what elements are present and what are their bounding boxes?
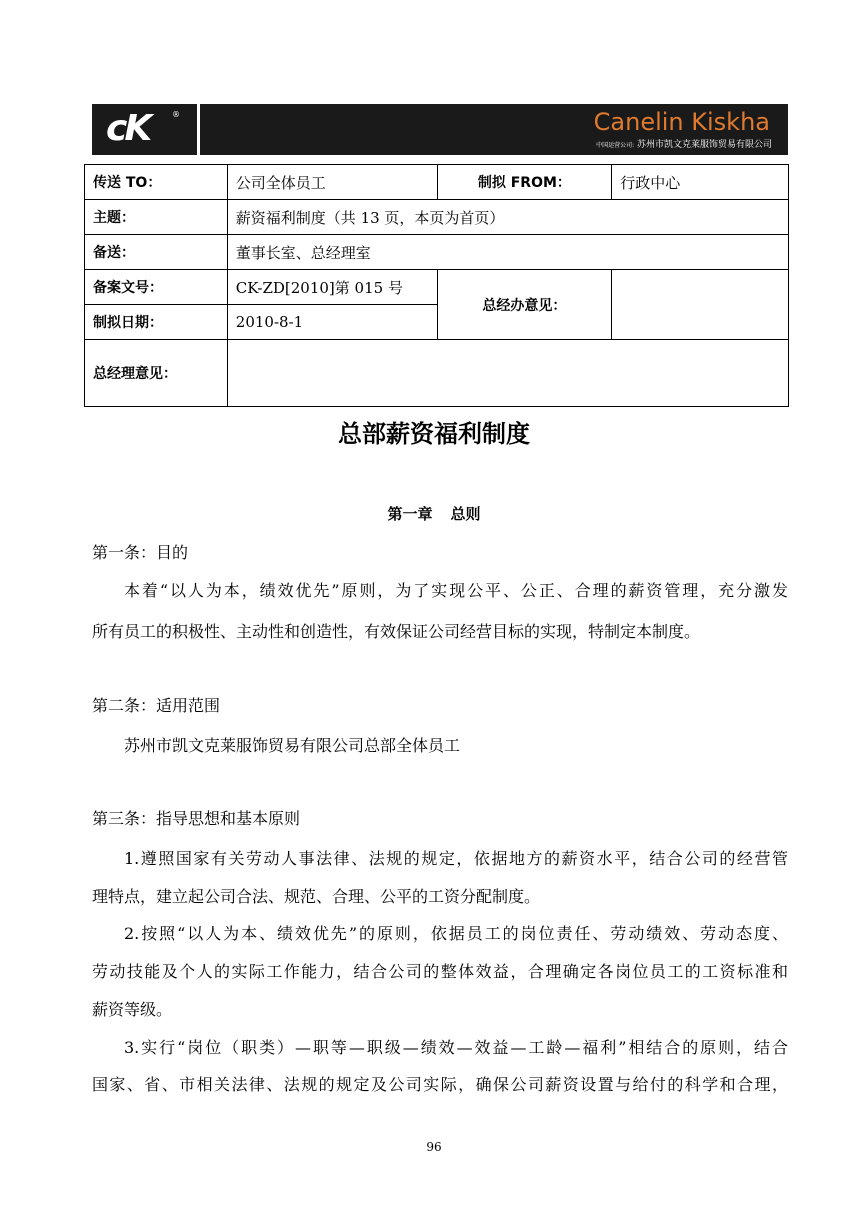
brand-english-name: Canelin Kiskha bbox=[593, 108, 770, 136]
gm-opinion-field bbox=[227, 340, 788, 407]
article-3-p2-line-1: 2.按照“以人为本、绩效优先”的原则，依据员工的岗位责任、劳动绩效、劳动态度、 bbox=[124, 924, 788, 943]
article-3-p2-line-2: 劳动技能及个人的实际工作能力，结合公司的整体效益，合理确定各岗位员工的工资标准和 bbox=[92, 962, 788, 981]
brand-block bbox=[200, 104, 788, 155]
subject-label: 主题： bbox=[85, 200, 228, 235]
date-label: 制拟日期： bbox=[85, 305, 228, 340]
from-label: 制拟 FROM： bbox=[437, 165, 612, 200]
header-banner bbox=[92, 104, 788, 155]
article-3-p1-line-2: 理特点，建立起公司合法、规范、合理、公平的工资分配制度。 bbox=[92, 887, 541, 906]
article-2-text: 苏州市凯文克莱服饰贸易有限公司总部全体员工 bbox=[124, 736, 461, 755]
file-no-value: CK-ZD[2010]第 015 号 bbox=[227, 270, 437, 305]
gm-opinion-label: 总经理意见： bbox=[85, 340, 228, 407]
article-1-line-1: 本着“以人为本，绩效优先”原则，为了实现公平、公正、合理的薪资管理，充分激发 bbox=[124, 581, 788, 600]
chapter-heading bbox=[0, 503, 868, 524]
brand-chinese-name bbox=[596, 137, 772, 150]
date-value: 2010-8-1 bbox=[227, 305, 437, 340]
company-logo bbox=[92, 104, 200, 155]
article-3-p3-line-2: 国家、省、市相关法律、法规的规定及公司实际，确保公司薪资设置与给付的科学和合理， bbox=[92, 1075, 788, 1094]
from-value: 行政中心 bbox=[612, 165, 789, 200]
logo-text: cK bbox=[106, 108, 150, 149]
cc-label: 备送： bbox=[85, 235, 228, 270]
chapter-number: 第一章 bbox=[387, 505, 433, 523]
article-3-p1-line-1: 1.遵照国家有关劳动人事法律、法规的规定，依据地方的薪资水平，结合公司的经营管 bbox=[124, 849, 788, 868]
table-row bbox=[85, 235, 789, 270]
to-label: 传送 TO： bbox=[85, 165, 228, 200]
article-3-p3-line-1: 3.实行“岗位（职类）—职等—职级—绩效—效益—工龄—福利”相结合的原则，结合 bbox=[124, 1038, 788, 1057]
page-title: 总部薪资福利制度 bbox=[338, 420, 530, 448]
table-row bbox=[85, 200, 789, 235]
page-number: 96 bbox=[426, 1140, 442, 1154]
article-3-heading: 第三条：指导思想和基本原则 bbox=[92, 809, 301, 828]
office-opinion-label: 总经办意见： bbox=[437, 270, 612, 340]
chapter-name: 总则 bbox=[450, 505, 481, 523]
table-row bbox=[85, 270, 789, 305]
subject-value: 薪资福利制度（共 13 页，本页为首页） bbox=[227, 200, 788, 235]
article-2-heading: 第二条：适用范围 bbox=[92, 696, 221, 715]
file-no-label: 备案文号： bbox=[85, 270, 228, 305]
registered-mark-icon: ® bbox=[172, 110, 180, 119]
memo-info-table bbox=[84, 164, 789, 407]
office-opinion-field bbox=[612, 270, 789, 340]
table-row bbox=[85, 165, 789, 200]
table-row bbox=[85, 340, 789, 407]
article-1-heading: 第一条：目的 bbox=[92, 543, 189, 562]
article-1-line-2: 所有员工的积极性、主动性和创造性，有效保证公司经营目标的实现，特制定本制度。 bbox=[92, 622, 701, 641]
to-value: 公司全体员工 bbox=[227, 165, 437, 200]
brand-cn-prefix: 中国运营公司: bbox=[596, 142, 635, 149]
cc-value: 董事长室、总经理室 bbox=[227, 235, 788, 270]
brand-cn-company: 苏州市凯文克莱服饰贸易有限公司 bbox=[636, 140, 772, 150]
article-3-p2-line-3: 薪资等级。 bbox=[92, 1000, 173, 1019]
